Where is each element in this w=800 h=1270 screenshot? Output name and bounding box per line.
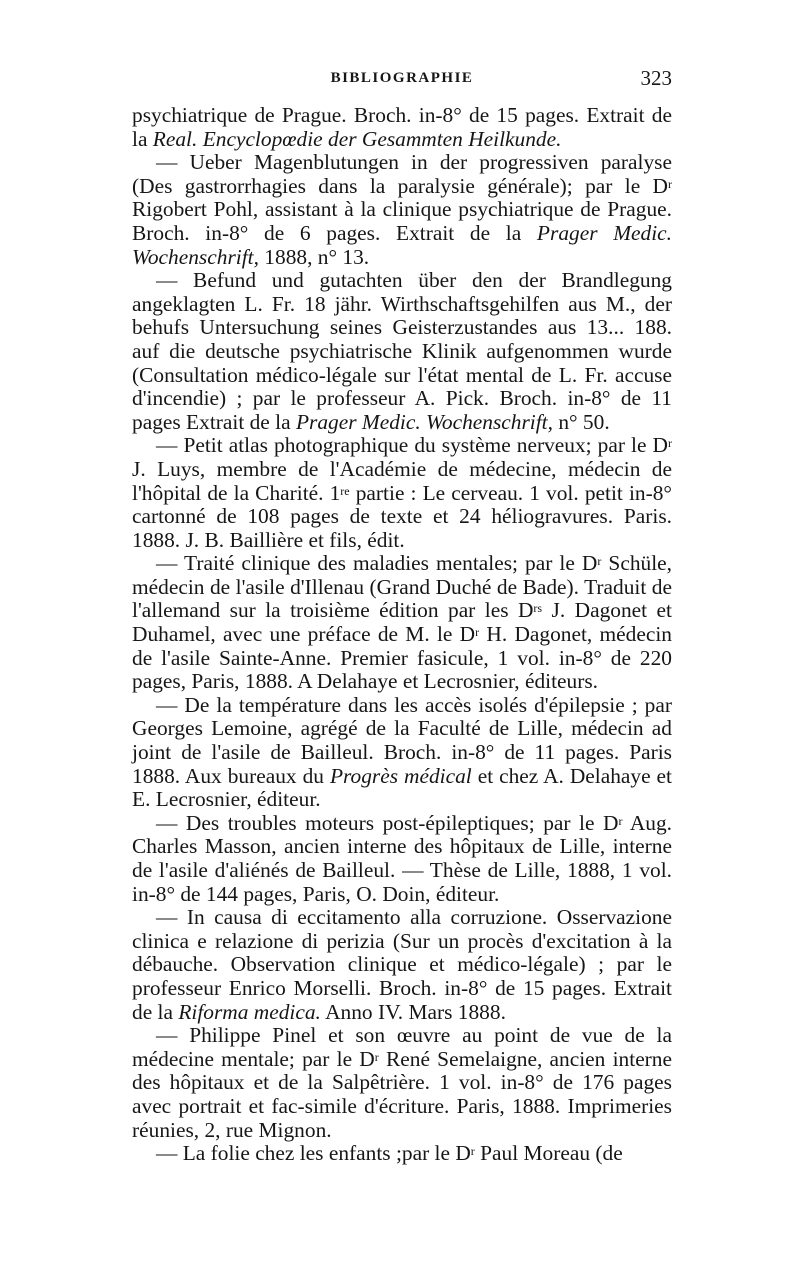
entry-text: Anno IV. Mars 1888. [320, 999, 506, 1024]
page-header [132, 66, 672, 92]
entry-text: — Ueber Magenblutungen in der progressiven paralyse (Des gastrorrhagies dans la paralysie générale); par le D [132, 150, 672, 198]
entry-text: — Befund und gutachten über den der Brandlegung angeklagten L. Fr. 18 jähr. Wirthschaftsgehilfen aus M., der behufs Untersuchung seines Geisterzustandes aus 13... 188. auf die deutsche psychiatrische Klinik aufgenommen wurde (Consultation médico-légale sur l'état mental de L. Fr. accuse d'incendie) ; par le professeur A. Pick. Broch. in-8° de 11 pages Extrait de la [132, 268, 672, 434]
italic-title: Prager Medic. Wochenschrift, [132, 220, 673, 269]
italic-title: Prager Medic. Wochenschrift, [295, 409, 553, 434]
entry-text: et chez A. Delahaye et E. Lecrosnier, éditeur. [132, 763, 672, 812]
entry-text: H. Dagonet, médecin de l'asile Sainte-Anne. Premier fasicule, 1 vol. in-8° de 220 pages, Paris, 1888. A Delahaye et Lecrosnier, éditeurs. [132, 622, 672, 694]
entry-text: partie : Le cerveau. 1 vol. petit in-8° cartonné de 108 pages de texte et 24 héliogravures. Paris. 1888. J. B. Baillière et fils, édit. [132, 480, 672, 552]
entry-text: — Traité clinique des maladies mentales; par le D [156, 551, 598, 576]
running-head: BIBLIOGRAPHIE [330, 70, 474, 86]
bibliography-entry [132, 434, 672, 552]
entry-text: Schüle, médecin de l'asile d'Illenau (Grand Duché de Bade). Traduit de l'allemand sur la troisième édition par les D [132, 551, 672, 623]
bibliography-entry [132, 906, 672, 1024]
entry-text: — In causa di eccitamento alla corruzione. Osservazione clinica e relazione di perizia (Sur un procès d'excitation à la débauche. Observation clinique et médico-légale) ; par le professeur Enrico Morselli. Broch. in-8° de 15 pages. Extrait de la [132, 905, 672, 1024]
entry-text: — Des troubles moteurs post-épileptiques; par le D [156, 810, 619, 835]
italic-title: Real. Encyclopœdie der Gesammten Heilkunde. [152, 126, 562, 151]
bibliography-entry [132, 1024, 672, 1142]
superscript: r [668, 436, 672, 451]
bibliography-entry [132, 694, 672, 812]
entry-text: 1888, n° 13. [258, 244, 370, 269]
bibliography-entry [132, 151, 672, 269]
italic-title: Riforma medica. [178, 999, 321, 1024]
superscript: r [668, 176, 672, 191]
entry-text: René Semelaigne, ancien interne des hôpitaux et de la Salpêtrière. 1 vol. in-8° de 176 pages avec portrait et fac-simile d'écriture. Paris, 1888. Imprimeries réunies, 2, rue Mignon. [132, 1046, 672, 1142]
superscript: r [470, 1144, 475, 1159]
entry-text: — Petit atlas photographique du système nerveux; par le D [156, 433, 668, 458]
bibliography-entry [132, 269, 672, 434]
entry-text: — De la température dans les accès isolés d'épilepsie ; par Georges Lemoine, agrégé de la Faculté de Lille, médecin ad joint de l'asile de Bailleul. Broch. in-8° de 11 pages. Paris 1888. Aux bureaux du [132, 692, 672, 788]
page-number: 323 [640, 66, 672, 90]
superscript: r [374, 1049, 379, 1064]
entry-text: Paul Moreau (de [474, 1141, 623, 1166]
italic-title: Progrès médical [329, 763, 472, 788]
superscript: r [618, 813, 623, 828]
bibliography-entry [132, 104, 672, 151]
bibliography-entry [132, 552, 672, 694]
superscript: r [597, 554, 602, 569]
entry-text: psychiatrique de Prague. Broch. in-8° de 15 pages. Extrait de la [132, 103, 672, 151]
bibliography-entry [132, 1142, 672, 1166]
entry-text: Rigobert Pohl, assistant à la clinique psychiatrique de Prague. Broch. in-8° de 6 pages. Extrait de la [132, 197, 672, 245]
bibliography-text [132, 104, 672, 1166]
superscript: re [340, 483, 350, 498]
entry-text: J. Luys, membre de l'Académie de médecine, médecin de l'hôpital de la Charité. 1 [132, 456, 672, 505]
superscript: r [475, 625, 480, 640]
entry-text: — La folie chez les enfants ;par le D [156, 1141, 471, 1166]
entry-text: n° 50. [552, 409, 610, 434]
superscript: rs [533, 601, 543, 616]
entry-text: — Philippe Pinel et son œuvre au point de vue de la médecine mentale; par le D [132, 1023, 672, 1071]
entry-text: J. Dagonet et Duhamel, avec une préface de M. le D [132, 598, 672, 647]
entry-text: Aug. Charles Masson, ancien interne des hôpitaux de Lille, interne de l'asile d'aliénés de Bailleul. — Thèse de Lille, 1888, 1 vol. in-8° de 144 pages, Paris, O. Doin, éditeur. [132, 810, 673, 906]
bibliography-entry [132, 812, 672, 906]
